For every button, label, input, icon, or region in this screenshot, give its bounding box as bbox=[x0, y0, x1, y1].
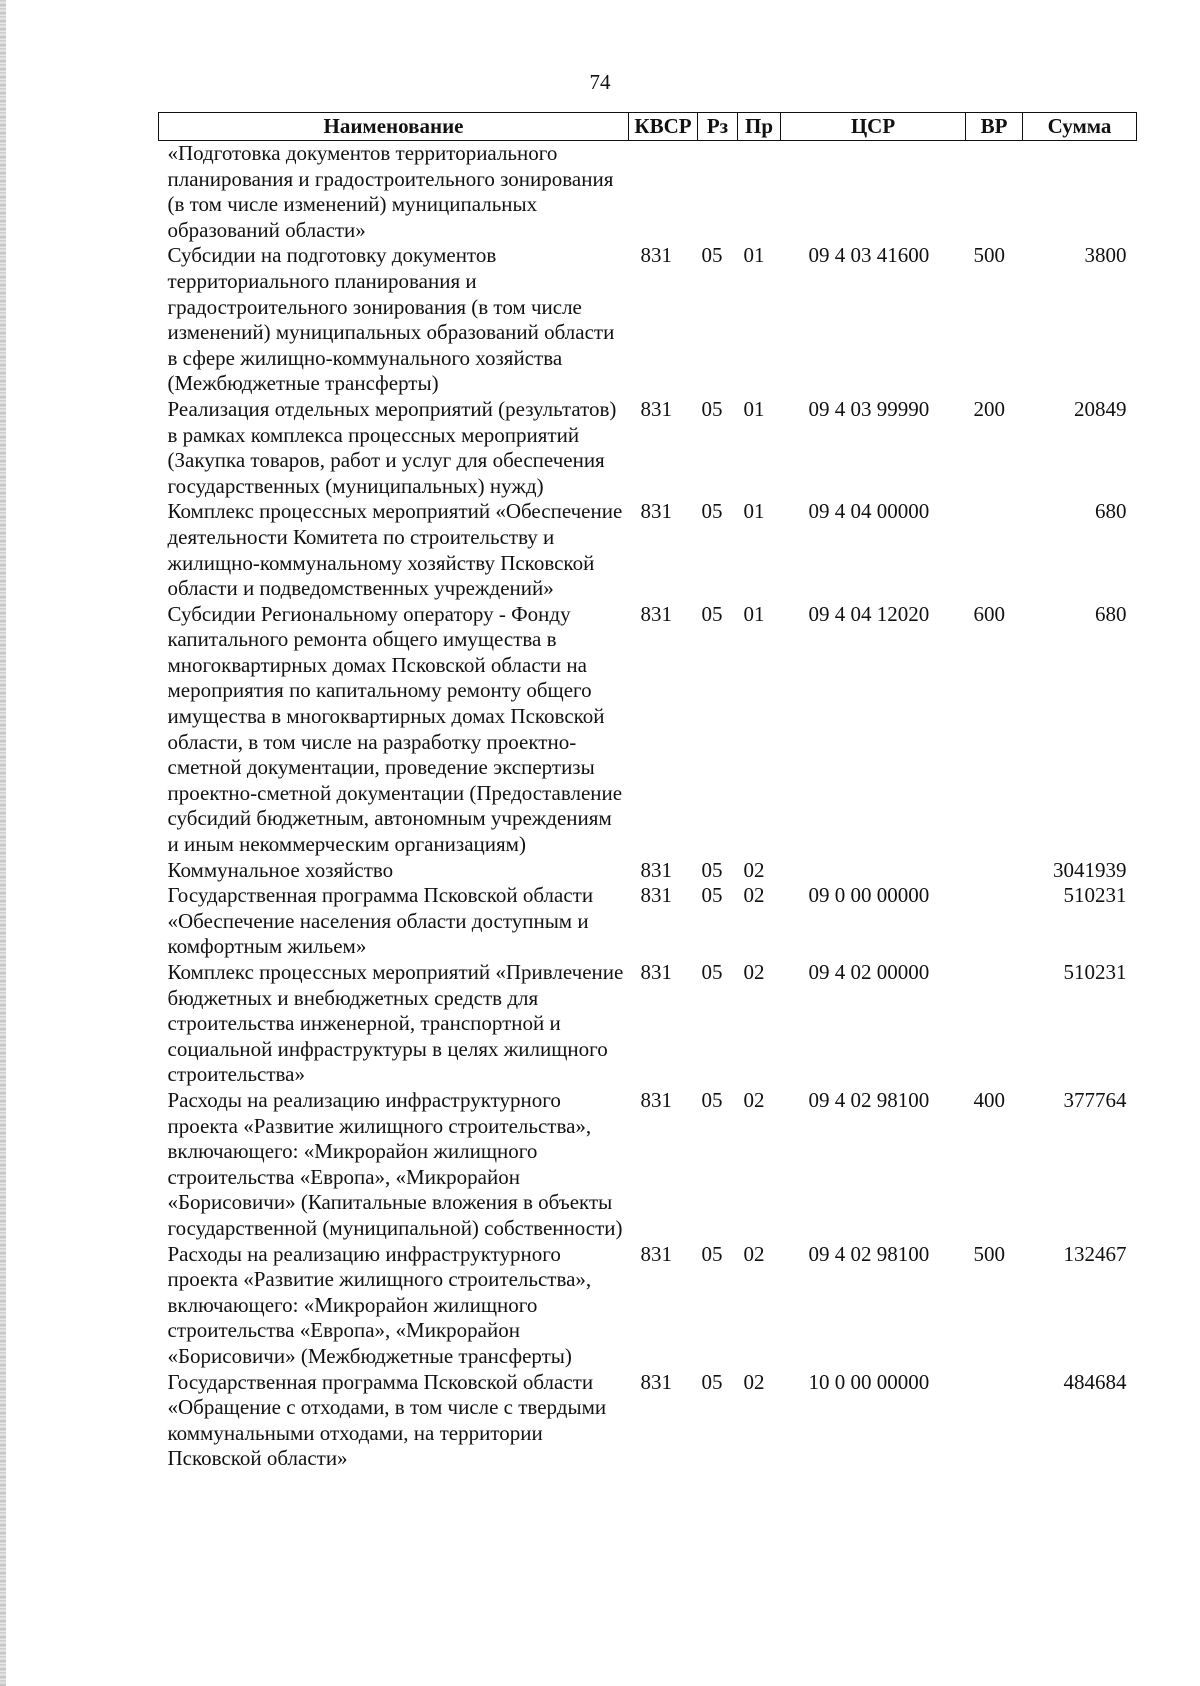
page-number: 74 bbox=[589, 70, 611, 94]
cell-sum: 377764 bbox=[1063, 1087, 1127, 1112]
cell-pr: 02 bbox=[743, 883, 765, 908]
table-row bbox=[159, 499, 1137, 601]
cell-name: Государственная программа Псковской области «Обеспечение населения области доступным и комфортным жильем» bbox=[167, 883, 594, 959]
cell-sum bbox=[1023, 141, 1137, 244]
cell-rz: 05 bbox=[701, 857, 723, 882]
cell-csr: 09 4 02 98100 bbox=[808, 1087, 930, 1112]
cell-csr bbox=[781, 141, 966, 244]
cell-vr: 400 bbox=[973, 1087, 1005, 1112]
cell-csr: 09 4 02 98100 bbox=[808, 1241, 930, 1266]
cell-name: Расходы на реализацию инфраструктурного проекта «Развитие жилищного строительства», включающего: «Микрорайон жилищного строительства «Европа», «Микрорайон «Борисовичи» (Капитальные вложения в объекты государственной (муниципальной) собственности) bbox=[167, 1087, 623, 1240]
cell-rz bbox=[698, 141, 738, 244]
table-row bbox=[159, 397, 1137, 499]
cell-pr: 01 bbox=[743, 601, 765, 626]
cell-name: Субсидии на подготовку документов территориального планирования и градостроительного зонирования (в том числе изменений) муниципальных образований области в сфере жилищно-коммунального хозяйства (Межбюджетные трансферты) bbox=[167, 243, 615, 396]
cell-sum: 510231 bbox=[1063, 960, 1127, 984]
cell-vr: 200 bbox=[973, 396, 1005, 421]
cell-pr: 02 bbox=[743, 960, 765, 984]
cell-rz: 05 bbox=[701, 1369, 723, 1394]
cell-sum: 3041939 bbox=[1053, 857, 1127, 882]
table-row bbox=[159, 858, 1137, 884]
cell-rz: 05 bbox=[701, 960, 723, 984]
cell-rz: 05 bbox=[701, 883, 723, 908]
cell-name: Расходы на реализацию инфраструктурного проекта «Развитие жилищного строительства», включающего: «Микрорайон жилищного строительства «Европа», «Микрорайон «Борисовичи» (Межбюджетные трансферты) bbox=[167, 1241, 592, 1368]
cell-sum: 132467 bbox=[1063, 1241, 1127, 1266]
header-vr: ВР bbox=[966, 113, 1023, 141]
cell-kvsr: 831 bbox=[640, 243, 672, 268]
header-row bbox=[159, 113, 1137, 141]
cell-vr bbox=[966, 883, 1023, 960]
header-csr: ЦСР bbox=[781, 113, 966, 141]
header-rz: Рз bbox=[698, 113, 738, 141]
cell-rz: 05 bbox=[701, 1087, 723, 1112]
table-row bbox=[159, 960, 1137, 1088]
cell-name: Коммунальное хозяйство bbox=[167, 857, 394, 882]
cell-pr: 02 bbox=[743, 1369, 765, 1394]
cell-csr: 09 4 03 99990 bbox=[808, 396, 930, 421]
cell-pr: 01 bbox=[743, 499, 765, 524]
table-row bbox=[159, 1370, 1137, 1472]
cell-name: Комплекс процессных мероприятий «Обеспечение деятельности Комитета по строительству и жилищно-коммунальному хозяйству Псковской области и подведомственных учреждений» bbox=[167, 499, 623, 601]
cell-pr: 02 bbox=[743, 1087, 765, 1112]
cell-kvsr bbox=[629, 141, 698, 244]
cell-name: «Подготовка документов территориального планирования и градостроительного зонирования (в том числе изменений) муниципальных образований области» bbox=[167, 141, 614, 242]
cell-name: Субсидии Региональному оператору - Фонду капитального ремонта общего имущества в многоквартирных домах Псковской области на мероприятия по капитальному ремонту общего имущества в многоквартирных домах Псковской области, в том числе на разработку проектно-сметной документации, проведение экспертизы проектно-сметной документации (Предоставление субсидий бюджетным, автономным учреждениям и иным некоммерческим организациям) bbox=[167, 601, 623, 857]
header-name: Наименование bbox=[159, 113, 629, 141]
cell-kvsr: 831 bbox=[640, 883, 672, 908]
table-row bbox=[159, 1088, 1137, 1242]
cell-csr bbox=[781, 858, 966, 884]
cell-rz: 05 bbox=[701, 499, 723, 524]
cell-name: Реализация отдельных мероприятий (результатов) в рамках комплекса процессных мероприятий (Закупка товаров, работ и услуг для обеспечения государственных (муниципальных) нужд) bbox=[167, 396, 617, 498]
cell-pr: 01 bbox=[743, 243, 765, 268]
cell-sum: 484684 bbox=[1063, 1369, 1127, 1394]
cell-csr: 09 0 00 00000 bbox=[808, 883, 930, 908]
cell-kvsr: 831 bbox=[640, 857, 672, 882]
cell-vr: 500 bbox=[973, 1241, 1005, 1266]
cell-name: Государственная программа Псковской области «Обращение с отходами, в том числе с твердыми коммунальными отходами, на территории Псковской области» bbox=[167, 1369, 607, 1471]
cell-name: Комплекс процессных мероприятий «Привлечение бюджетных и внебюджетных средств для строительства инженерной, транспортной и социальной инфраструктуры в целях жилищного строительства» bbox=[167, 960, 624, 1087]
cell-pr bbox=[738, 141, 781, 244]
cell-csr: 09 4 03 41600 bbox=[808, 243, 930, 268]
budget-table bbox=[158, 112, 1137, 1472]
cell-pr: 02 bbox=[743, 857, 765, 882]
cell-kvsr: 831 bbox=[640, 1087, 672, 1112]
table-row bbox=[159, 883, 1137, 960]
cell-rz: 05 bbox=[701, 1241, 723, 1266]
cell-kvsr: 831 bbox=[640, 601, 672, 626]
cell-sum: 3800 bbox=[1084, 243, 1127, 268]
cell-rz: 05 bbox=[701, 601, 723, 626]
table-row bbox=[159, 602, 1137, 858]
header-pr: Пр bbox=[738, 113, 781, 141]
table-body bbox=[159, 141, 1137, 1472]
cell-sum: 680 bbox=[1095, 499, 1127, 524]
cell-pr: 02 bbox=[743, 1241, 765, 1266]
cell-vr bbox=[966, 141, 1023, 244]
cell-pr: 01 bbox=[743, 396, 765, 421]
cell-kvsr: 831 bbox=[640, 1369, 672, 1394]
cell-rz: 05 bbox=[701, 243, 723, 268]
table-row bbox=[159, 1242, 1137, 1370]
cell-vr bbox=[966, 499, 1023, 601]
header-sum: Сумма bbox=[1023, 113, 1137, 141]
cell-csr: 09 4 04 00000 bbox=[808, 499, 930, 524]
table-row bbox=[159, 243, 1137, 397]
scan-edge bbox=[0, 0, 6, 1686]
cell-sum: 680 bbox=[1095, 601, 1127, 626]
cell-sum: 20849 bbox=[1074, 396, 1127, 421]
cell-vr: 500 bbox=[973, 243, 1005, 268]
cell-vr bbox=[966, 960, 1023, 1088]
cell-csr: 09 4 02 00000 bbox=[808, 960, 930, 984]
cell-rz: 05 bbox=[701, 396, 723, 421]
cell-kvsr: 831 bbox=[640, 499, 672, 524]
cell-csr: 10 0 00 00000 bbox=[808, 1369, 930, 1394]
cell-vr bbox=[966, 1370, 1023, 1472]
cell-vr: 600 bbox=[973, 601, 1005, 626]
cell-csr: 09 4 04 12020 bbox=[808, 601, 930, 626]
header-kvsr: КВСР bbox=[629, 113, 698, 141]
table-header bbox=[159, 113, 1137, 141]
budget-table-container bbox=[158, 112, 1137, 1472]
cell-kvsr: 831 bbox=[640, 960, 672, 984]
table-row bbox=[159, 141, 1137, 244]
cell-vr bbox=[966, 858, 1023, 884]
cell-kvsr: 831 bbox=[640, 1241, 672, 1266]
cell-sum: 510231 bbox=[1063, 883, 1127, 908]
cell-kvsr: 831 bbox=[640, 396, 672, 421]
